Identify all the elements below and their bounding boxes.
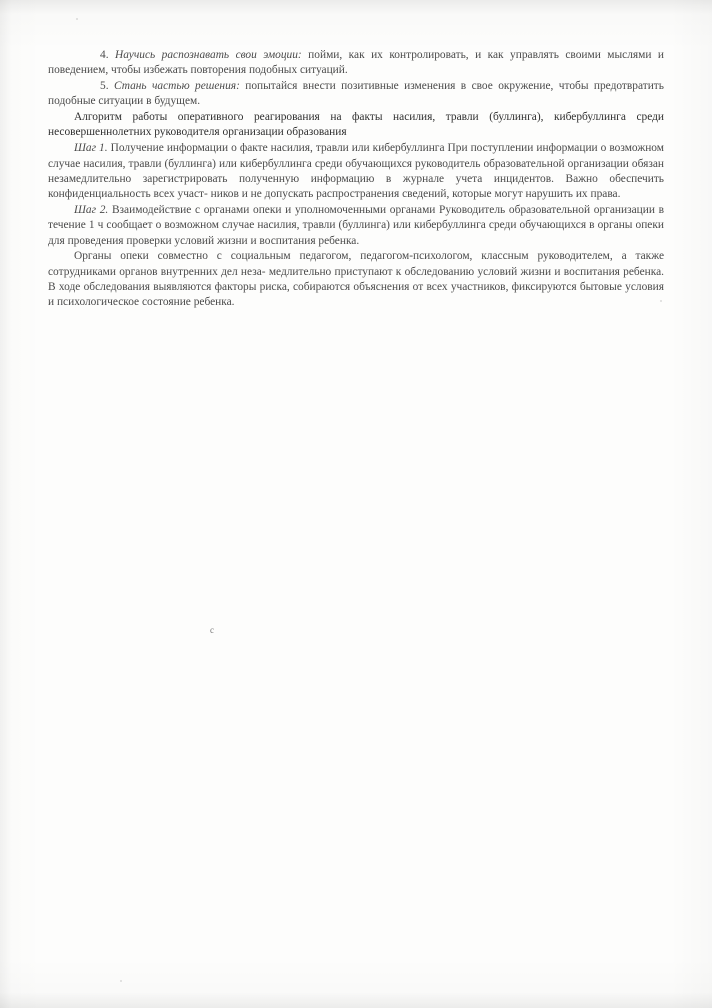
list-number: 4.	[100, 49, 109, 61]
scan-artifact	[120, 980, 122, 982]
page-edge-shadow-left	[0, 0, 12, 1008]
stray-pencil-mark: с	[210, 625, 214, 635]
paragraph-text: Получение информации о факте насилия, травли или кибербуллинга При поступлении информации о возможном случае насилия, травли (буллинга) или кибербуллинга среди обучающихся руководитель образовательной организации обязан незамедлительно зарегистрировать полученную информацию в журнале учета инцидентов. Важно обеспечить конфиденциальность всех участ- ников и не допускать распространения сведений, которые могут нарушить их права.	[48, 142, 664, 201]
paragraph-emphasis: Шаг 2.	[74, 203, 109, 216]
paragraph-item-4	[48, 48, 664, 79]
paragraph-emphasis: Научись распознавать свои эмоции:	[115, 49, 302, 61]
paragraph-algorithm-heading	[48, 110, 664, 141]
scan-artifact	[76, 18, 78, 20]
paragraph-step-2	[48, 203, 664, 249]
list-number: 5.	[100, 80, 109, 93]
paragraph-text: Органы опеки совместно с социальным педагогом, педагогом-психологом, классным руководителем, а также сотрудниками органов внутренних дел неза- медлительно приступают к обследованию условий жизни и воспитания ребенка. В ходе обследования выявляются факторы риска, собираются объяснения от всех участников, фиксируются бытовые условия и психологическое состояние ребенка.	[48, 250, 664, 309]
page-edge-shadow-top	[0, 0, 712, 14]
paragraph-item-5	[48, 79, 664, 110]
paragraph-text: Алгоритм работы оперативного реагирования на факты насилия, травли (буллинга), кибербуллинга среди несовершеннолетних руководителя организации образования	[48, 111, 664, 139]
paragraph-emphasis: Шаг 1.	[74, 142, 108, 155]
paragraph-emphasis: Стань частью решения:	[113, 80, 240, 93]
paragraph-step-1	[48, 141, 664, 202]
paragraph-text: пойми, как их контролировать, и как управлять своими мыслями и поведением, чтобы избежать повторения подобных ситуаций.	[48, 49, 664, 77]
paragraph-text: попытайся внести позитивные изменения в свое окружение, чтобы предотвратить подобные ситуации в будущем.	[48, 80, 664, 108]
page-edge-shadow-bottom	[0, 992, 712, 1008]
paragraph-text: Взаимодействие с органами опеки и уполномоченными органами Руководитель образовательной организации в течение 1 ч сообщает о возможном случае насилия, травли (буллинга) или кибербуллинга среди обучающихся в органы опеки для проведения проверки условий жизни и воспитания ребенка.	[48, 203, 664, 247]
document-body	[48, 48, 664, 311]
paragraph-guardianship	[48, 249, 664, 310]
